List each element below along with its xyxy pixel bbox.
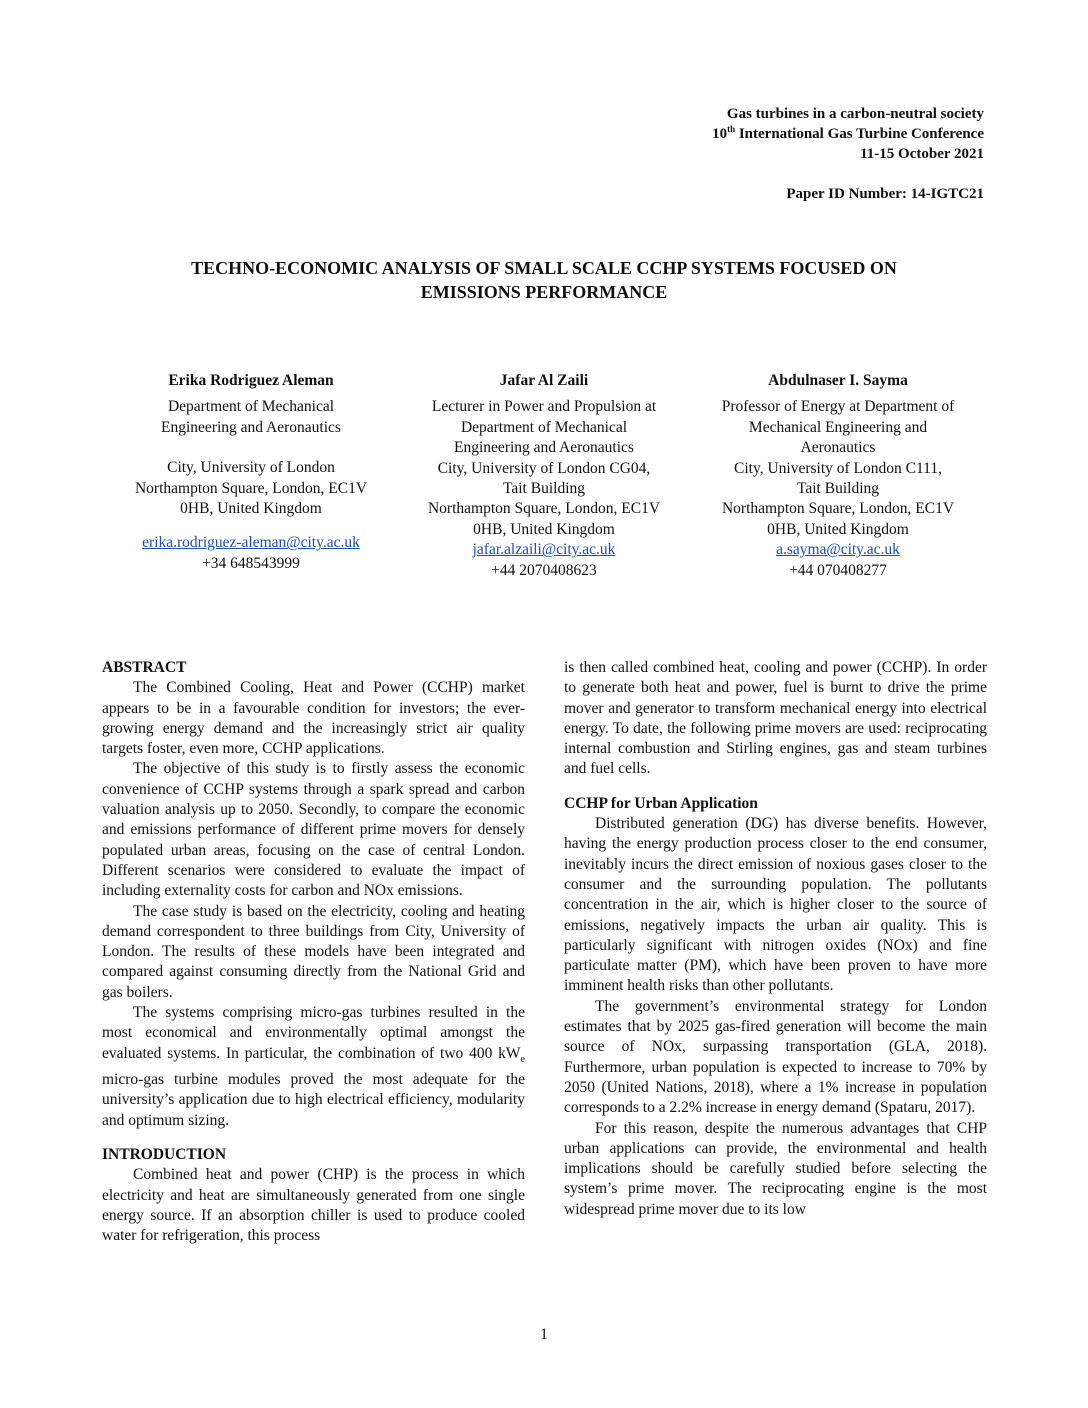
abstract-heading: ABSTRACT <box>102 659 187 676</box>
author-phone: +44 070408277 <box>789 561 887 579</box>
page-number: 1 <box>540 1326 548 1343</box>
author-affiliation: Engineering and Aeronautics <box>454 439 634 457</box>
author-email-link[interactable]: jafar.alzaili@city.ac.uk <box>472 541 616 559</box>
author-affiliation: Aeronautics <box>800 439 876 457</box>
author-address: City, University of London CG04, <box>437 459 651 477</box>
author-affiliation: Professor of Energy at Department of <box>721 398 955 416</box>
author-address: City, University of London C111, <box>734 459 942 477</box>
abstract-paragraph: The Combined Cooling, Heat and Power (CCHP) market appears to be in a favourable condition for investors; the ever-growing energy demand and the increasingly strict air quality targets foster, even more, CCHP applications. <box>102 679 525 758</box>
author-address: Tait Building <box>502 480 585 498</box>
author-address: 0HB, United Kingdom <box>767 520 909 538</box>
abstract-paragraph: The case study is based on the electricity, cooling and heating demand correspondent to three buildings from City, University of London. The results of these models have been integrated and compared against consuming directly from the National Grid and gas boilers. <box>102 902 525 1001</box>
author-affiliation: Engineering and Aeronautics <box>161 418 341 436</box>
right-column <box>564 658 987 1220</box>
author-block-3 <box>694 371 982 581</box>
author-address: Northampton Square, London, EC1V <box>134 479 368 497</box>
conference-dates: 11-15 October 2021 <box>860 146 984 162</box>
urban-paragraph: The government’s environmental strategy for London estimates that by 2025 gas-fired generation will become the main source of NOx, surpassing transportation (GLA, 2018). Furthermore, urban population is expected to increase to 70% by 2050 (United Nations, 2018), where a 1% increase in population corresponds to a 2.2% increase in energy demand (Spataru, 2017). <box>564 997 987 1117</box>
conference-header <box>712 104 984 164</box>
introduction-paragraph-continued: is then called combined heat, cooling and power (CCHP). In order to generate both heat and power, fuel is burnt to drive the prime mover and generator to transform mechanical energy into electrical energy. To date, the following prime movers are used: reciprocating internal combustion and Stirling engines, gas and steam turbines and fuel cells. <box>564 659 987 778</box>
paper-title: TECHNO-ECONOMIC ANALYSIS OF SMALL SCALE CCHP SYSTEMS FOCUSED ON EMISSIONS PERFORMANCE <box>191 258 897 302</box>
author-address: City, University of London <box>167 459 335 477</box>
introduction-paragraph: Combined heat and power (CHP) is the process in which electricity and heat are simultaneously generated from one single energy source. If an absorption chiller is used to produce cooled water for refrigeration, this process <box>102 1166 525 1245</box>
author-address: 0HB, United Kingdom <box>473 520 615 538</box>
author-affiliation: Lecturer in Power and Propulsion at <box>431 398 657 416</box>
abstract-paragraph: The systems comprising micro-gas turbines resulted in the most economical and environmentally optimal amongst the evaluated systems. In particular, the combination of two 400 $kW_e$ micro-gas turbine modules proved the most adequate for the university’s application due to high electrical efficiency, modularity and optimum sizing. <box>102 1004 525 1129</box>
author-address: 0HB, United Kingdom <box>180 500 322 518</box>
author-affiliation: Mechanical Engineering and <box>748 418 928 436</box>
author-email-link[interactable]: erika.rodriguez-aleman@city.ac.uk <box>142 534 360 552</box>
author-affiliation: Department of Mechanical <box>167 398 335 416</box>
urban-application-heading: CCHP for Urban Application <box>564 794 758 812</box>
urban-paragraph: For this reason, despite the numerous advantages that CHP urban applications can provide, the environmental and health implications should be carefully studied before selecting the system’s prime mover. The reciprocating engine is the most widespread prime mover due to its low <box>564 1119 987 1218</box>
urban-paragraph: Distributed generation (DG) has diverse benefits. However, having the energy production process closer to the end consumer, inevitably incurs the direct emission of noxious gases closer to the consumer and the surrounding population. The pollutants concentration in the air, which is higher closer to the source of emissions, negatively impacts the urban air quality. This is particularly significant with nitrogen oxides (NOx) and fine particulate matter (PM), which have been proven to have more imminent health risks than other pollutants. <box>564 815 987 995</box>
abstract-paragraph: The objective of this study is to firstly assess the economic convenience of CCHP systems through a spark spread and carbon valuation analysis up to 2050. Secondly, to compare the economic and emissions performance of different prime movers for densely populated urban areas, focusing on the case of central London. Different scenarios were considered to evaluate the impact of including externality costs for carbon and NOx emissions. <box>102 760 525 900</box>
author-address: Northampton Square, London, EC1V <box>427 500 661 518</box>
author-name: Erika Rodriguez Aleman <box>168 372 334 389</box>
author-block-2 <box>394 371 694 581</box>
author-email-link[interactable]: a.sayma@city.ac.uk <box>776 541 900 559</box>
left-column <box>102 658 525 1246</box>
author-block-1 <box>96 371 406 574</box>
author-name: Jafar Al Zaili <box>499 372 589 389</box>
conference-name-line: 10th International Gas Turbine Conference <box>712 124 984 142</box>
author-address: Northampton Square, London, EC1V <box>721 500 955 518</box>
conference-theme: Gas turbines in a carbon-neutral society <box>726 106 984 122</box>
author-affiliation: Department of Mechanical <box>460 418 628 436</box>
author-phone: +44 2070408623 <box>491 561 597 579</box>
author-address: Tait Building <box>796 480 879 498</box>
author-phone: +34 648543999 <box>202 554 300 572</box>
author-name: Abdulnaser I. Sayma <box>768 372 908 389</box>
paper-id: Paper ID Number: 14-IGTC21 <box>786 186 984 202</box>
introduction-heading: INTRODUCTION <box>102 1145 227 1163</box>
